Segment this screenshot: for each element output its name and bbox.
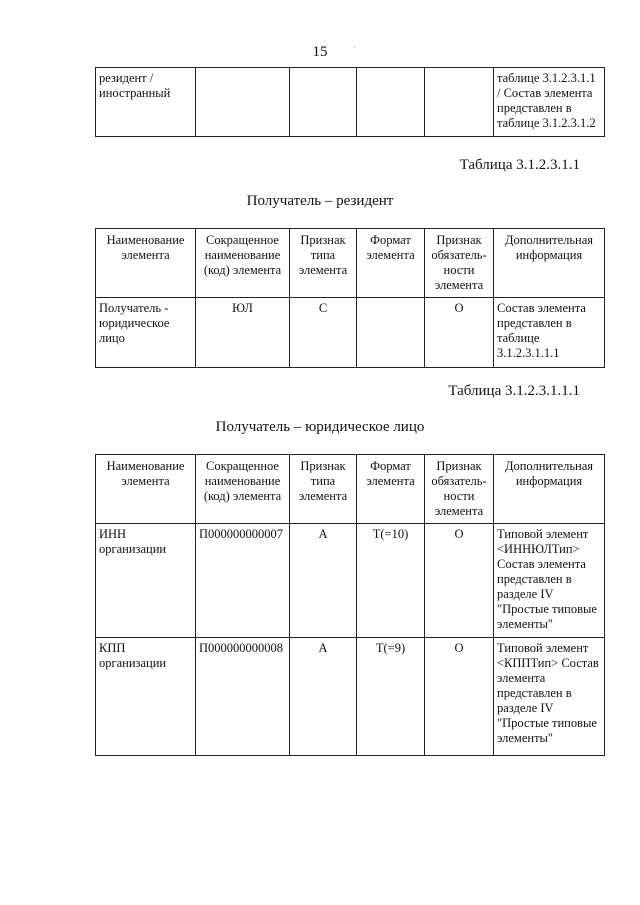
table-cell: С (290, 298, 357, 368)
table-cell: ЮЛ (196, 298, 290, 368)
table-cell: Типовой элемент <ИННЮЛТип> Состав элемента представлен в разделе IV "Простые типовые элементы" (494, 524, 605, 638)
column-header: Формат элемента (357, 455, 425, 524)
column-header: Сокращенное наименование (код) элемента (196, 455, 290, 524)
column-header: Признак типа элемента (290, 455, 357, 524)
table-cell (357, 68, 425, 137)
table-cell: Состав элемента представлен в таблице 3.1.2.3.1.1.1 (494, 298, 605, 368)
table-cell: Получатель - юридическое лицо (96, 298, 196, 368)
table-row (96, 524, 605, 638)
table-title: Получатель – резидент (246, 193, 394, 209)
table-cell: КПП организации (96, 638, 196, 756)
column-header: Признак обязатель-ности элемента (425, 229, 494, 298)
page-number: 15 (312, 44, 328, 60)
table-cell: О (425, 524, 494, 638)
table-cell: П000000000008 (196, 638, 290, 756)
column-header: Дополнительная информация (494, 229, 605, 298)
column-header: Сокращенное наименование (код) элемента (196, 229, 290, 298)
table-row (96, 638, 605, 756)
recipient-resident-table (95, 228, 605, 368)
table-cell: П000000000007 (196, 524, 290, 638)
table-cell (290, 68, 357, 137)
table-cell: О (425, 638, 494, 756)
table-number: Таблица 3.1.2.3.1.1 (459, 157, 580, 173)
column-header: Наименование элемента (96, 455, 196, 524)
table-row (96, 68, 605, 137)
column-header: Формат элемента (357, 229, 425, 298)
recipient-legal-entity-table (95, 454, 605, 756)
table-cell: А (290, 524, 357, 638)
table-cell: О (425, 298, 494, 368)
column-header: Признак обязатель-ности элемента (425, 455, 494, 524)
table-cell: таблице 3.1.2.3.1.1 / Состав элемента представлен в таблице 3.1.2.3.1.2 (494, 68, 605, 137)
table-cell: Т(=9) (357, 638, 425, 756)
table-cell (357, 298, 425, 368)
table-cell: Типовой элемент <КППТип> Состав элемента представлен в разделе IV "Простые типовые элементы" (494, 638, 605, 756)
table-row (96, 298, 605, 368)
table-cell (196, 68, 290, 137)
table-cell: А (290, 638, 357, 756)
column-header: Дополнительная информация (494, 455, 605, 524)
table-cell: Т(=10) (357, 524, 425, 638)
table-number: Таблица 3.1.2.3.1.1.1 (448, 383, 580, 399)
continuation-table (95, 67, 605, 137)
table-cell: резидент / иностранный (96, 68, 196, 137)
table-title: Получатель – юридическое лицо (215, 419, 425, 435)
column-header: Наименование элемента (96, 229, 196, 298)
column-header: Признак типа элемента (290, 229, 357, 298)
scan-mark: ˈ (353, 45, 356, 54)
header-row (96, 229, 605, 298)
table-cell: ИНН организации (96, 524, 196, 638)
table-cell (425, 68, 494, 137)
header-row (96, 455, 605, 524)
